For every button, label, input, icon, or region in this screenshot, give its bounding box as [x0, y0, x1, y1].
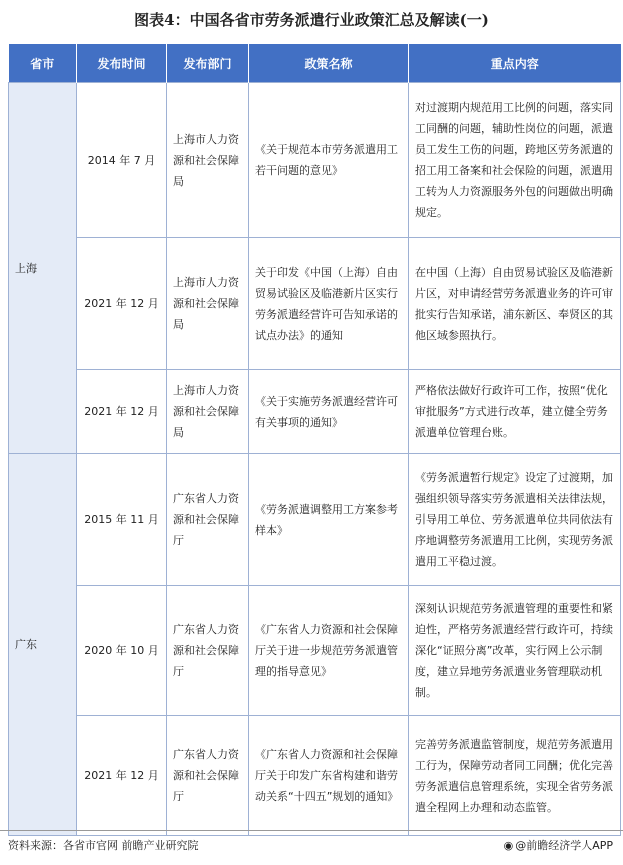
- date-cell: 2014 年 7 月: [77, 83, 167, 238]
- page-title: 图表4：中国各省市劳务派遣行业政策汇总及解读(一): [134, 11, 489, 29]
- dept-cell: 广东省人力资源和社会保障厅: [167, 586, 249, 716]
- table-row: [9, 586, 621, 716]
- date-cell: 2021 年 12 月: [77, 716, 167, 836]
- source-note: 资料来源：各省市官网 前瞻产业研究院: [8, 839, 199, 852]
- table-row: [9, 370, 621, 454]
- province-cell: 广东: [9, 454, 77, 836]
- header-date: 发布时间: [77, 44, 167, 83]
- date-cell: 2020 年 10 月: [77, 586, 167, 716]
- content-cell: 深刻认识规范劳务派遣管理的重要性和紧迫性，严格劳务派遣经营行政许可，持续深化“证照分离”改革，实行网上公示制度，建立异地劳务派遣业务管理联动机制。: [409, 586, 621, 716]
- date-cell: 2021 年 12 月: [77, 238, 167, 370]
- dept-cell: 广东省人力资源和社会保障厅: [167, 716, 249, 836]
- dept-cell: 上海市人力资源和社会保障局: [167, 370, 249, 454]
- content-cell: 《劳务派遣暂行规定》设定了过渡期，加强组织领导落实劳务派遣相关法律法规，引导用工单位、劳务派遣单位共同依法有序地调整劳务派遣用工比例，实现劳务派遣用工平稳过渡。: [409, 454, 621, 586]
- bulb-icon: ◉: [503, 839, 514, 852]
- brand-credit: [504, 837, 613, 853]
- content-cell: 在中国（上海）自由贸易试验区及临港新片区，对申请经营劳务派遣业务的许可审批实行告知承诺，浦东新区、奉贤区的其他区域参照执行。: [409, 238, 621, 370]
- content-cell: 严格依法做好行政许可工作，按照“优化审批服务”方式进行改革，建立健全劳务派遣单位管理台账。: [409, 370, 621, 454]
- policy-name-cell: 《劳务派遣调整用工方案参考样本》: [249, 454, 409, 586]
- footer: [0, 830, 623, 861]
- brand-text: @前瞻经济学人APP: [515, 839, 613, 852]
- header-province: 省市: [9, 44, 77, 83]
- table-row: [9, 716, 621, 836]
- policy-table: [8, 44, 621, 836]
- table-row: [9, 83, 621, 238]
- date-cell: 2021 年 12 月: [77, 370, 167, 454]
- dept-cell: 广东省人力资源和社会保障厅: [167, 454, 249, 586]
- header-policy-name: 政策名称: [249, 44, 409, 83]
- policy-name-cell: 《广东省人力资源和社会保障厅关于印发广东省构建和谐劳动关系“十四五”规划的通知》: [249, 716, 409, 836]
- table-row: [9, 454, 621, 586]
- table-row: [9, 238, 621, 370]
- content-cell: 完善劳务派遣监管制度，规范劳务派遣用工行为，保障劳动者同工同酬；优化完善劳务派遣信息管理系统，实现全省劳务派遣全程网上办理和动态监管。: [409, 716, 621, 836]
- province-cell: 上海: [9, 83, 77, 454]
- policy-name-cell: 《关于规范本市劳务派遣用工若干问题的意见》: [249, 83, 409, 238]
- policy-name-cell: 《关于实施劳务派遣经营许可有关事项的通知》: [249, 370, 409, 454]
- date-cell: 2015 年 11 月: [77, 454, 167, 586]
- header-key-content: 重点内容: [409, 44, 621, 83]
- policy-name-cell: 关于印发《中国（上海）自由贸易试验区及临港新片区实行劳务派遣经营许可告知承诺的试点办法》的通知: [249, 238, 409, 370]
- content-cell: 对过渡期内规范用工比例的问题，落实同工同酬的问题，辅助性岗位的问题，派遣员工发生工伤的问题，跨地区劳务派遣的招工用工备案和社会保险的问题，派遣用工转为人力资源服务外包的问题做出明确规定。: [409, 83, 621, 238]
- dept-cell: 上海市人力资源和社会保障局: [167, 238, 249, 370]
- policy-name-cell: 《广东省人力资源和社会保障厅关于进一步规范劳务派遣管理的指导意见》: [249, 586, 409, 716]
- table-header-row: [9, 44, 621, 83]
- header-dept: 发布部门: [167, 44, 249, 83]
- dept-cell: 上海市人力资源和社会保障局: [167, 83, 249, 238]
